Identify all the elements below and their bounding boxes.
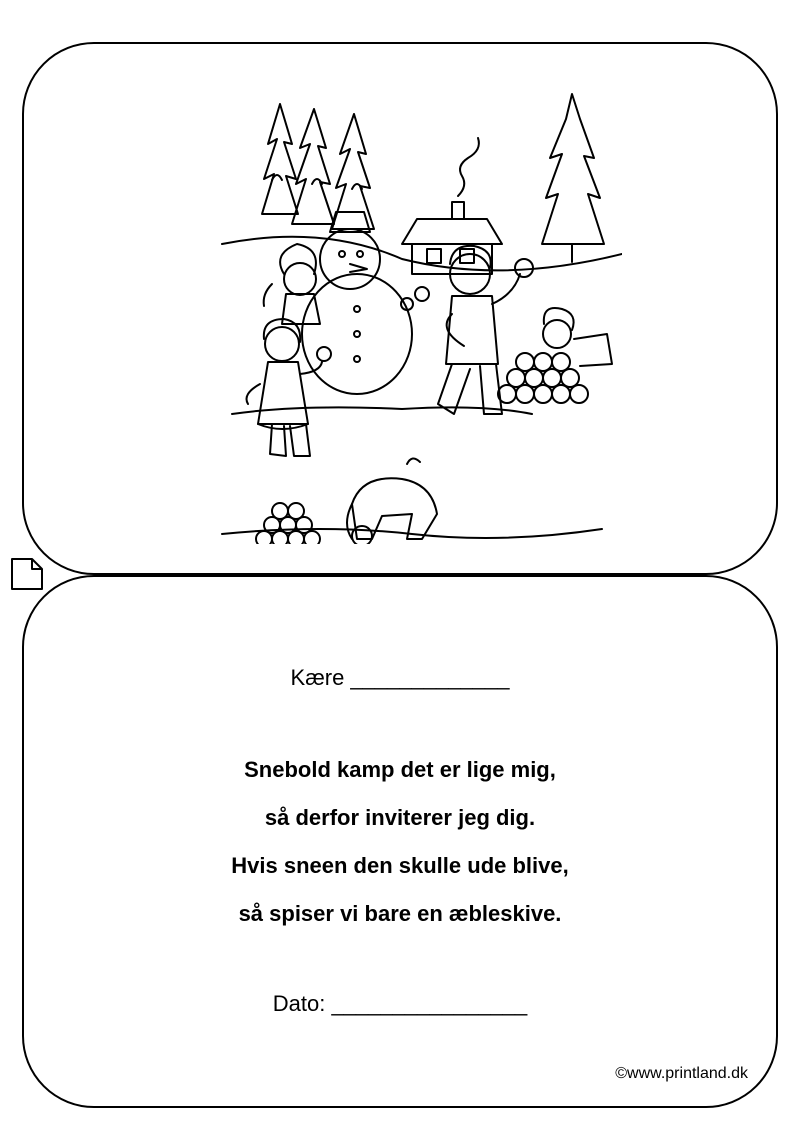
invitation-card [22, 575, 778, 1108]
date-line: Dato: ________________ [272, 991, 528, 1016]
copyright-credit: ©www.printland.dk [615, 1065, 748, 1082]
poem-line-3: Hvis sneen den skulle ude blive, [231, 853, 569, 878]
poem-line-4: så spiser vi bare en æbleskive. [238, 901, 562, 926]
illustration-card [22, 42, 778, 575]
greeting-line: Kære _____________ [290, 665, 510, 690]
snowball-fight-coloring-picture-icon [202, 84, 622, 544]
poem-line-2: så derfor inviterer jeg dig. [264, 805, 536, 830]
folded-page-icon [8, 555, 46, 593]
poem-line-1: Snebold kamp det er lige mig, [244, 757, 556, 782]
